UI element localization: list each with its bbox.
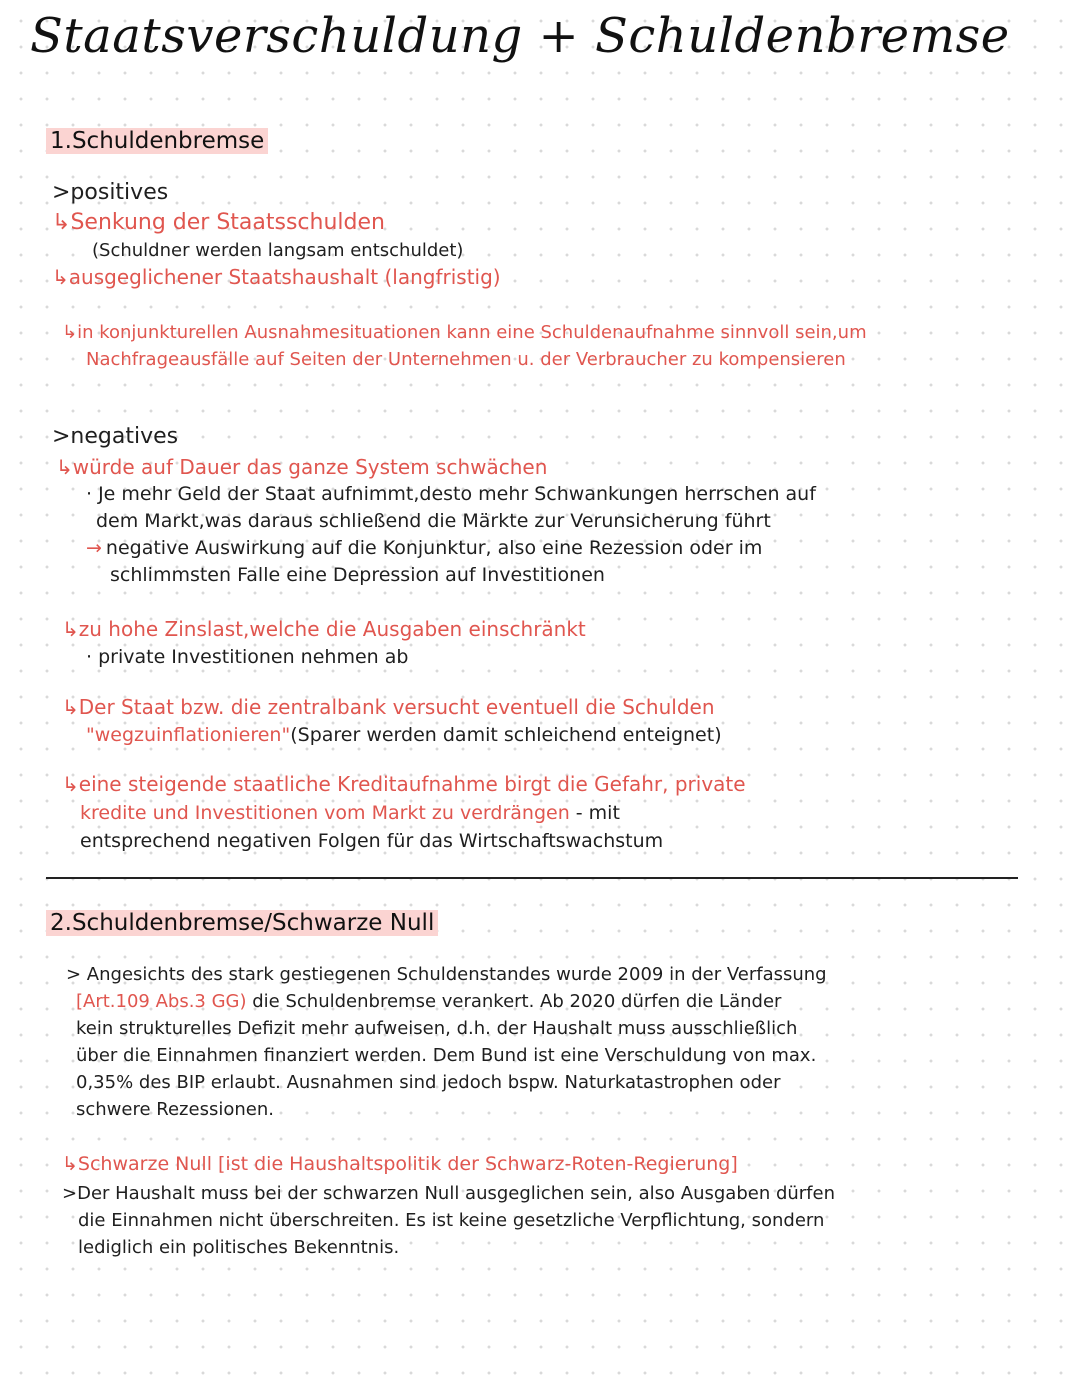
schwarze-null-heading-text: Schwarze Null [ist die Haushaltspolitik der Schwarz-Roten-Regierung] [77, 1153, 738, 1175]
curved-arrow-icon: ↳ [62, 1153, 78, 1175]
negative-item-3-note: (Sparer werden damit schleichend enteignet) [290, 724, 722, 746]
section2-paragraph-line-2 [76, 991, 781, 1012]
positive-item-1-note: (Schuldner werden langsam entschuldet) [92, 240, 464, 261]
positive-item-2-text: ausgeglichener Staatshaushalt (langfristig) [68, 265, 501, 289]
negative-item-2-text: zu hohe Zinslast,welche die Ausgaben einschränkt [78, 617, 586, 641]
positive-item-3-line-1: in konjunkturellen Ausnahmesituationen kann eine Schuldenaufnahme sinnvoll sein,um [77, 322, 867, 343]
section2-heading [46, 910, 438, 936]
curved-arrow-icon: ↳ [62, 772, 79, 796]
negative-item-4-line-1: eine steigende staatliche Kreditaufnahme birgt die Gefahr, private [78, 772, 746, 796]
section2-paragraph-line-4: über die Einnahmen finanziert werden. Dem Bund ist eine Verschuldung von max. [76, 1045, 817, 1066]
negative-item-1-bullet-2: dem Markt,was daraus schließend die Märkte zur Verunsicherung führt [96, 510, 771, 532]
negative-item-3-quote: "wegzuinflationieren" [86, 724, 291, 746]
negative-item-1-bullet-3 [86, 537, 762, 559]
schwarze-null-line-3: lediglich ein politisches Bekenntnis. [78, 1237, 400, 1258]
negative-item-4-line-2 [80, 802, 620, 824]
curved-arrow-icon: ↳ [62, 322, 78, 343]
negative-item-4-line-3: entsprechend negativen Folgen für das Wirtschaftswachstum [80, 830, 664, 852]
negative-item-3-line-1: Der Staat bzw. die zentralbank versucht eventuell die Schulden [78, 695, 715, 719]
curved-arrow-icon: ↳ [62, 617, 79, 641]
section1-heading [46, 128, 268, 154]
negative-item-4-line-2-suffix: - mit [569, 802, 620, 824]
section-divider [46, 877, 1018, 879]
schwarze-null-line-1: >Der Haushalt muss bei der schwarzen Null ausgeglichen sein, also Ausgaben dürfen [62, 1183, 835, 1204]
curved-arrow-icon: ↳ [62, 695, 79, 719]
section2-heading-text: 2.Schuldenbremse/Schwarze Null [46, 910, 438, 936]
curved-arrow-icon: ↳ [52, 210, 71, 235]
positive-item-3 [62, 322, 867, 343]
article-reference: [Art.109 Abs.3 GG) [76, 991, 247, 1012]
negative-item-3-line-2 [86, 724, 722, 746]
section2-paragraph-line-2-text: die Schuldenbremse verankert. Ab 2020 dürfen die Länder [246, 991, 782, 1012]
negative-item-2-bullet-1: · private Investitionen nehmen ab [86, 646, 409, 668]
negative-item-1-bullet-4: schlimmsten Falle eine Depression auf Investitionen [110, 564, 605, 586]
section2-paragraph-line-1: > Angesichts des stark gestiegenen Schuldenstandes wurde 2009 in der Verfassung [66, 964, 827, 985]
curved-arrow-icon: ↳ [52, 265, 69, 289]
section2-paragraph-line-5: 0,35% des BIP erlaubt. Ausnahmen sind jedoch bspw. Naturkatastrophen oder [76, 1072, 781, 1093]
right-arrow-icon: → [86, 537, 102, 559]
negatives-label: >negatives [52, 424, 179, 449]
section2-paragraph-line-3: kein strukturelles Defizit mehr aufweisen, d.h. der Haushalt muss ausschließlich [76, 1018, 798, 1039]
section1-heading-text: 1.Schuldenbremse [46, 128, 268, 154]
negative-item-1 [56, 455, 547, 479]
curved-arrow-icon: ↳ [56, 455, 73, 479]
section2-paragraph-line-6: schwere Rezessionen. [76, 1099, 274, 1120]
positive-item-1 [52, 210, 385, 235]
negative-item-4 [62, 772, 746, 796]
positive-item-2 [52, 265, 501, 289]
positives-label: >positives [52, 180, 169, 205]
negative-item-2 [62, 617, 586, 641]
positive-item-1-text: Senkung der Staatsschulden [70, 210, 385, 235]
schwarze-null-line-2: die Einnahmen nicht überschreiten. Es ist keine gesetzliche Verpflichtung, sondern [78, 1210, 825, 1231]
negative-item-4-line-2-text: kredite und Investitionen vom Markt zu verdrängen [80, 802, 570, 824]
positive-item-3-line-2: Nachfrageausfälle auf Seiten der Unternehmen u. der Verbraucher zu kompensieren [86, 349, 846, 370]
page-title: Staatsverschuldung + Schuldenbremse [30, 8, 1010, 64]
negative-item-3 [62, 695, 715, 719]
negative-item-1-text: würde auf Dauer das ganze System schwächen [72, 455, 548, 479]
schwarze-null-heading [62, 1153, 738, 1175]
negative-item-1-bullet-1: · Je mehr Geld der Staat aufnimmt,desto mehr Schwankungen herrschen auf [86, 483, 816, 505]
negative-item-1-bullet-3-text: negative Auswirkung auf die Konjunktur, also eine Rezession oder im [105, 537, 763, 559]
